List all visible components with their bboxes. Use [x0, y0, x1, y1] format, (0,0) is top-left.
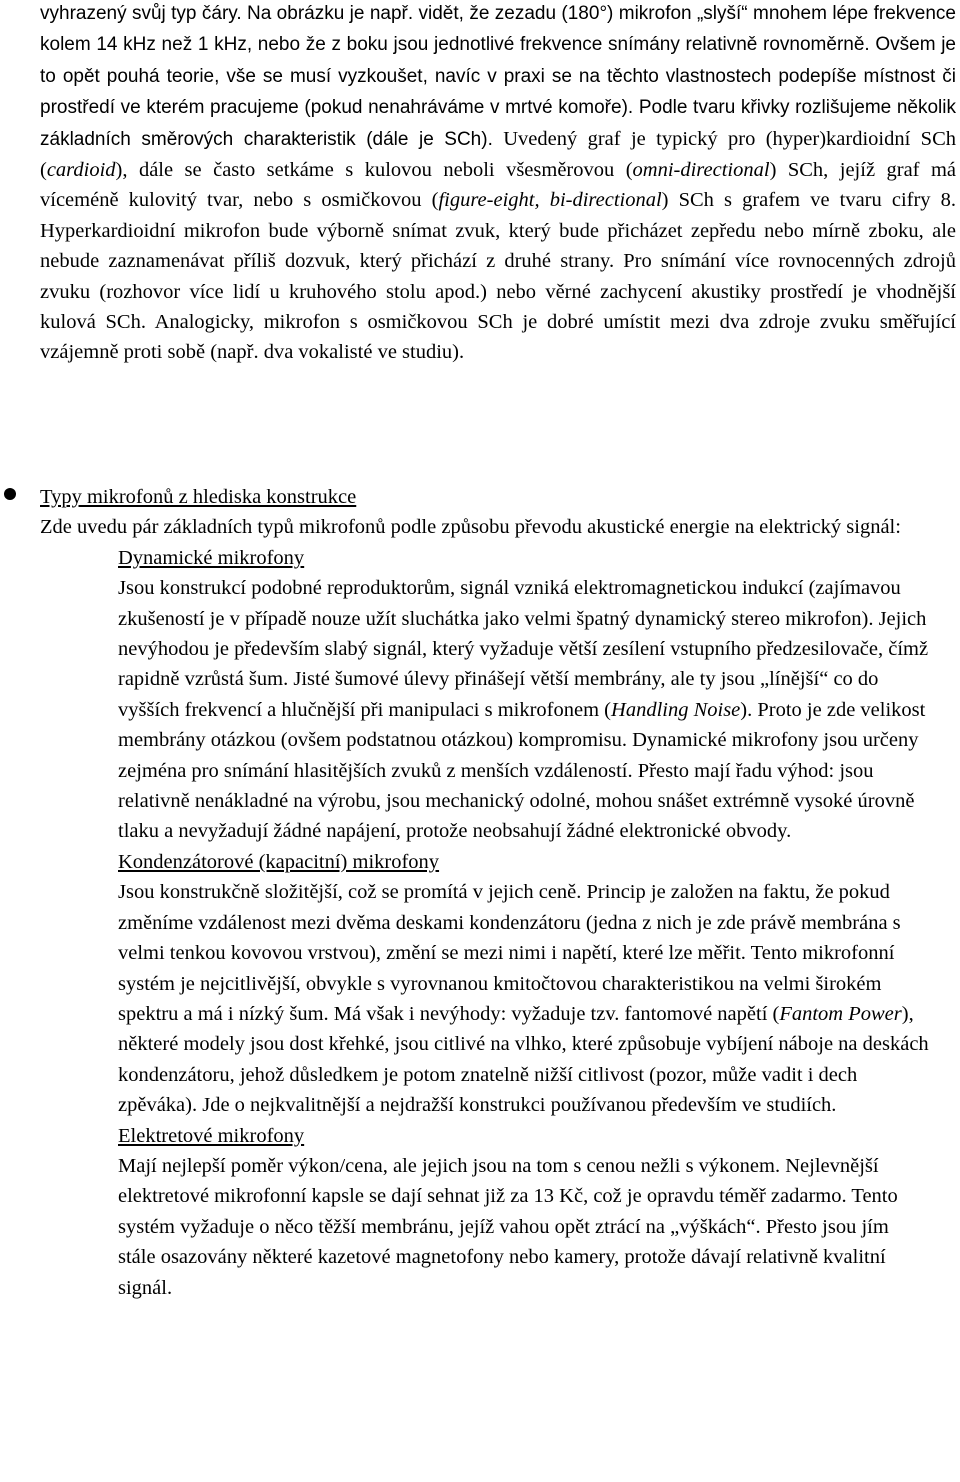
section-heading: Typy mikrofonů z hlediska konstrukce — [40, 486, 357, 508]
term-omni-directional: omni-directional — [632, 159, 770, 182]
dynamic-body — [118, 573, 930, 847]
intro-text-part2b: ), dále se často setkáme s kulovou neboli všesměrovou ( — [115, 159, 633, 182]
term-figure-eight: figure-eight, bi-directional — [438, 189, 662, 212]
condenser-title: Kondenzátorové (kapacitní) mikrofony — [118, 850, 440, 873]
bullet-icon — [4, 488, 16, 500]
intro-text-part2a: Uvedený graf je typický pro (hyper)kardioidní SCh ( — [40, 127, 957, 182]
intro-text-part1: vyhrazený svůj typ čáry. Na obrázku je např. vidět, že zezadu (180°) mikrofon „slyší“ mnohem lépe frekvence kolem 14 kHz než 1 kHz, nebo že z boku jsou jednotlivé frekvence snímány relativně rovnoměrně. Ovšem je to opět pouhá teorie, vše se musí vyzkoušet, navíc v praxi se na těchto vlastnostech podepíše místnost či prostředí ve kterém pracujeme (pokud nenahráváme v mrtvé komoře). Podle tvaru křivky rozlišujeme několik základních směrových charakteristik (dále je SCh). — [40, 3, 956, 150]
electret-body: Mají nejlepší poměr výkon/cena, ale jejich jsou na tom s cenou nežli s výkonem. Nejlevnější elektretové mikrofonní kapsle se dají sehnat již za 13 Kč, což je opravdu téměř zadarmo. Tento systém vyžaduje o něco těžší membránu, jejíž vahou opět ztrácí na „výškách“. Přesto jsou jím stále osazovány některé kazetové magnetofony nebo kamery, protože dávají relativně kvalitní signál. — [118, 1154, 898, 1299]
microphone-types-section — [40, 482, 940, 1303]
electret-title: Elektretové mikrofony — [118, 1124, 305, 1147]
intro-text-part2c: ) SCh, jejíž graf má víceméně kulovitý tvar, nebo s osmičkovou ( — [40, 159, 956, 212]
electret-microphones — [118, 1121, 930, 1303]
intro-paragraph — [40, 0, 956, 368]
condenser-text-a: Jsou konstrukčně složitější, což se promítá v jejich ceně. Princip je založen na faktu, že pokud změníme vzdálenost mezi dvěma deskami kondenzátoru (jedna z nich je zde právě membrána s velmi tenkou kovovou vrstvou), změní se mezi nimi i napětí, které lze měřit. Tento mikrofonní systém je nejcitlivější, obvykle s vyrovnanou kmitočtovou charakteristikou na velmi širokém spektru a má i nízký šum. Má však i nevýhody: vyžaduje tzv. fantomové napětí ( — [118, 881, 901, 1025]
term-cardioid: cardioid — [46, 159, 116, 182]
condenser-microphones — [118, 847, 930, 1121]
intro-text-part2d: ) SCh s grafem ve tvaru cifry 8. Hyperkardioidní mikrofon bude výborně snímat zvuk, který bude přicházet zepředu nebo mírně zboku, ale nebude zaznamenávat příliš dozvuk, který přichází z druhé strany. Pro snímání více rovnocenných zdrojů zvuku (rozhovor více lidí u kruhového stolu apod.) nebo věrné zachycení akustiky prostředí je vhodnější kulová SCh. Analogicky, mikrofon s osmičkovou SCh je dobré umístit mezi dva zdroje zvuku směřující vzájemně proti sobě (např. dva vokalisté ve studiu). — [40, 189, 957, 364]
term-handling-noise: Handling Noise — [611, 698, 741, 721]
dynamic-text-b: ). Proto je zde velikost membrány otázkou (ovšem podstatnou otázkou) kompromisu. Dynamické mikrofony jsou určeny zejména pro snímání hlasitějších zvuků z menších vzdáleností. Přesto mají řadu výhod: jsou relativně nenákladné na výrobu, jsou mechanický odolné, mohou snášet extrémně vysoké úrovně tlaku a nevyžadují žádné napájení, protože neobsahují žádné elektronické obvody. — [118, 698, 926, 843]
dynamic-title: Dynamické mikrofony — [118, 546, 305, 569]
dynamic-text-a: Jsou konstrukcí podobné reproduktorům, signál vzniká elektromagnetickou indukcí (zajímavou zkušeností je v případě nouze užít sluchátka jako velmi špatný dynamický stereo mikrofon). Jejich nevýhodou je především slabý signál, který vyžaduje větší zesílení vstupního předzesilovače, čímž rapidně vzrůstá šum. Jisté šumové úlevy přinášejí větší membrány, ale ty jsou „línější“ co do vyšších frekvencí a hlučnější při manipulaci s mikrofonem ( — [118, 577, 929, 721]
condenser-body — [118, 877, 930, 1120]
section-lead: Zde uvedu pár základních typů mikrofonů podle způsobu převodu akustické energie na elektrický signál: — [40, 516, 901, 539]
condenser-text-b: ), některé modely jsou dost křehké, jsou citlivé na vlhko, které způsobuje vybíjení náboje na deskách kondenzátoru, jehož důsledkem je potom znatelně nižší citlivost (pozor, může vadit i dech zpěváka). Jde o nejkvalitnější a nejdražší konstrukci používanou především ve studiích. — [118, 1002, 929, 1117]
term-fantom-power: Fantom Power — [779, 1002, 902, 1025]
dynamic-microphones — [118, 543, 930, 847]
